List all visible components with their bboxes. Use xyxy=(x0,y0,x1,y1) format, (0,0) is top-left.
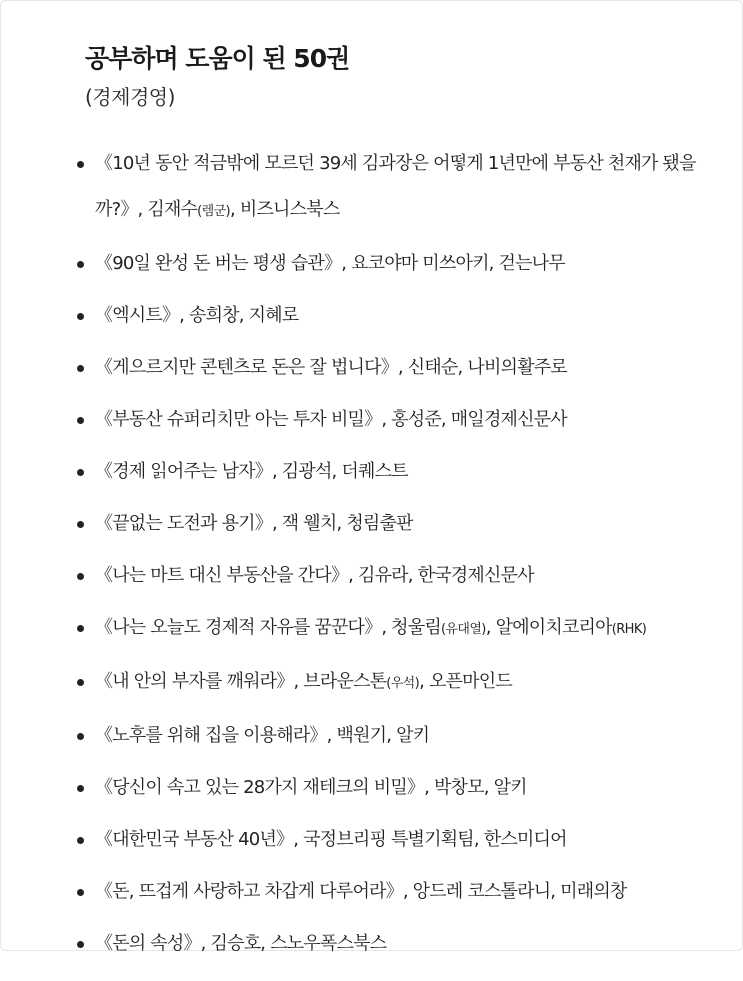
bullet-icon xyxy=(77,679,84,686)
bullet-icon xyxy=(77,941,84,948)
list-item xyxy=(69,825,729,855)
bullet-icon xyxy=(77,365,84,372)
page-title: 공부하며 도움이 된 50권 xyxy=(85,44,350,73)
book-entry-text: 《대한민국 부동산 40년》, 국정브리핑 특별기획팀, 한스미디어 xyxy=(95,829,567,850)
bullet-icon xyxy=(77,625,84,632)
list-item xyxy=(69,301,729,331)
book-entry-tail: , 오픈마인드 xyxy=(419,671,512,692)
book-entry-text: 《끝없는 도전과 용기》, 잭 웰치, 청림출판 xyxy=(95,513,413,534)
book-entry-text: 《경제 읽어주는 남자》, 김광석, 더퀘스트 xyxy=(95,461,408,482)
list-item xyxy=(69,141,729,235)
list-item xyxy=(69,877,729,907)
book-entry-note: (렘군) xyxy=(197,204,231,219)
bullet-icon xyxy=(77,785,84,792)
list-item xyxy=(69,405,729,435)
bullet-icon xyxy=(77,733,84,740)
book-entry-text: 《나는 오늘도 경제적 자유를 꿈꾼다》, 청울림 xyxy=(95,617,441,638)
book-entry-text: 《나는 마트 대신 부동산을 간다》, 김유라, 한국경제신문사 xyxy=(95,565,534,586)
list-item xyxy=(69,353,729,383)
book-entry-text: 《당신이 속고 있는 28가지 재테크의 비밀》, 박창모, 알키 xyxy=(95,777,527,798)
book-entry-text: 《노후를 위해 집을 이용해라》, 백원기, 알키 xyxy=(95,725,430,746)
bullet-icon xyxy=(77,261,84,268)
list-item xyxy=(69,773,729,803)
book-entry-text: 《돈, 뜨겁게 사랑하고 차갑게 다루어라》, 앙드레 코스톨라니, 미래의창 xyxy=(95,881,627,902)
list-item xyxy=(69,613,729,645)
book-entry-text: 《엑시트》, 송희창, 지혜로 xyxy=(95,305,299,326)
book-entry-text: 《돈의 속성》, 김승호, 스노우폭스북스 xyxy=(95,933,387,954)
book-entry-text: 《90일 완성 돈 버는 평생 습관》, 요코야마 미쓰아키, 걷는나무 xyxy=(95,253,565,274)
bullet-icon xyxy=(77,573,84,580)
list-item xyxy=(69,721,729,751)
book-entry-note: (우석) xyxy=(386,676,420,691)
book-entry-note: (유대열) xyxy=(440,622,486,637)
list-item xyxy=(69,667,729,699)
book-entry-text: 《10년 동안 적금밖에 모르던 39세 김과장은 어떻게 1년만에 부동산 천재가 됐을까?》, 김재수 xyxy=(95,153,696,220)
list-item xyxy=(69,249,729,279)
page-subtitle: (경제경영) xyxy=(85,85,175,109)
list-item xyxy=(69,457,729,487)
bullet-icon xyxy=(77,837,84,844)
book-entry-text: 《내 안의 부자를 깨워라》, 브라운스톤 xyxy=(95,671,387,692)
book-entry-tail-note: (RHK) xyxy=(611,622,647,637)
bullet-icon xyxy=(77,161,84,168)
book-entry-tail: , 비즈니스북스 xyxy=(230,199,340,220)
book-list xyxy=(69,149,729,981)
bullet-icon xyxy=(77,313,84,320)
bullet-icon xyxy=(77,469,84,476)
bullet-icon xyxy=(77,417,84,424)
list-item xyxy=(69,509,729,539)
book-entry-text: 《게으르지만 콘텐츠로 돈은 잘 법니다》, 신태순, 나비의활주로 xyxy=(95,357,567,378)
list-item xyxy=(69,561,729,591)
bullet-icon xyxy=(77,521,84,528)
bullet-icon xyxy=(77,889,84,896)
book-entry-text: 《부동산 슈퍼리치만 아는 투자 비밀》, 홍성준, 매일경제신문사 xyxy=(95,409,567,430)
list-item xyxy=(69,929,729,959)
book-entry-tail: , 알에이치코리아 xyxy=(485,617,612,638)
